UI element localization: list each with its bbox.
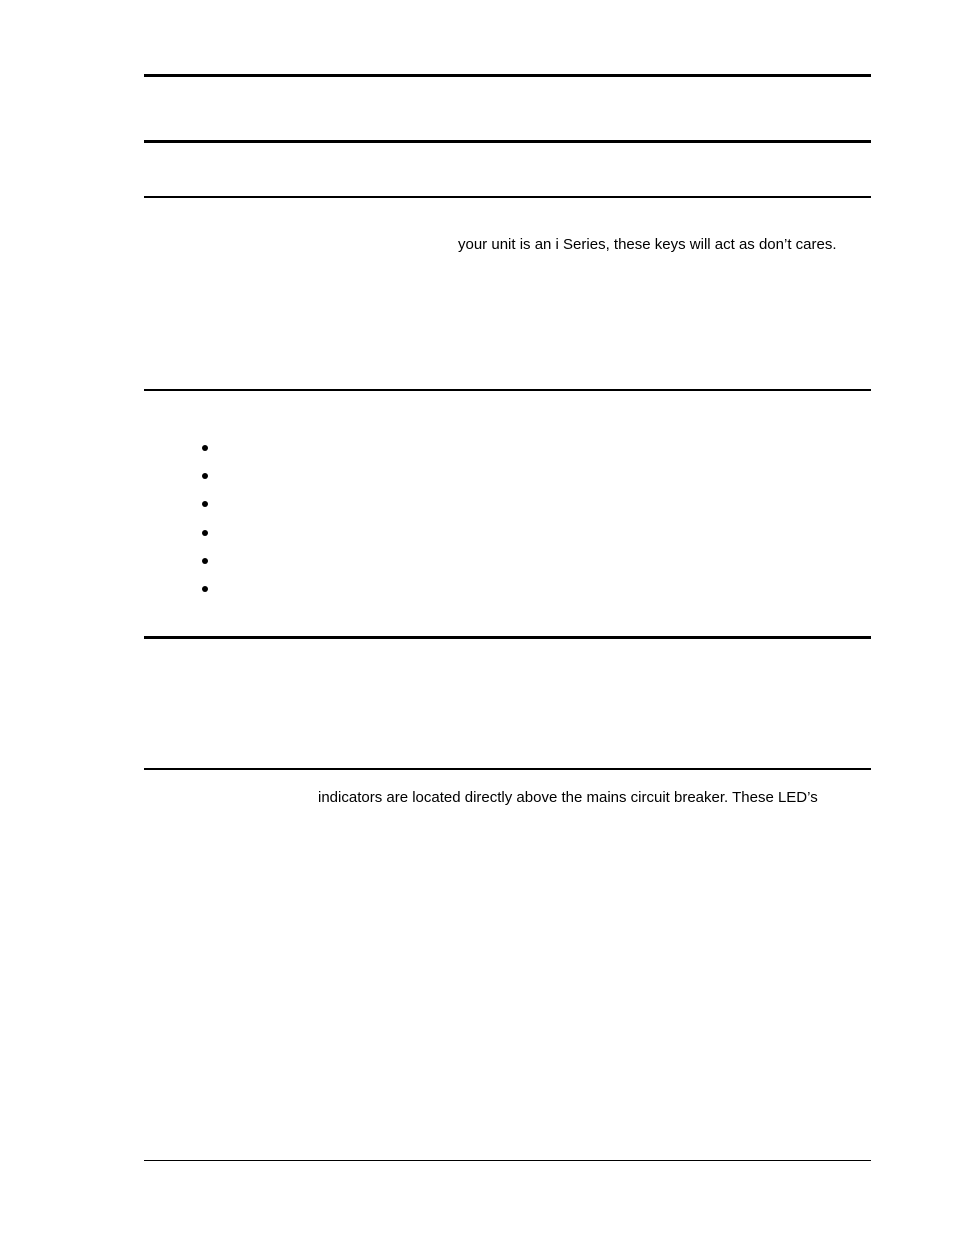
paragraph-fragment-1: your unit is an i Series, these keys will act as don’t cares. — [458, 236, 837, 253]
footer-rule — [144, 1160, 871, 1161]
section-rule-3 — [144, 389, 871, 391]
header-rule — [144, 74, 871, 77]
bullet-icon — [202, 558, 208, 564]
bullet-icon — [202, 445, 208, 451]
section-rule-1 — [144, 140, 871, 143]
bullet-icon — [202, 473, 208, 479]
section-rule-4 — [144, 636, 871, 639]
bullet-icon — [202, 586, 208, 592]
section-rule-2 — [144, 196, 871, 198]
paragraph-fragment-2: indicators are located directly above the mains circuit breaker. These LED’s — [318, 789, 818, 806]
bullet-icon — [202, 501, 208, 507]
bullet-icon — [202, 530, 208, 536]
section-rule-5 — [144, 768, 871, 770]
